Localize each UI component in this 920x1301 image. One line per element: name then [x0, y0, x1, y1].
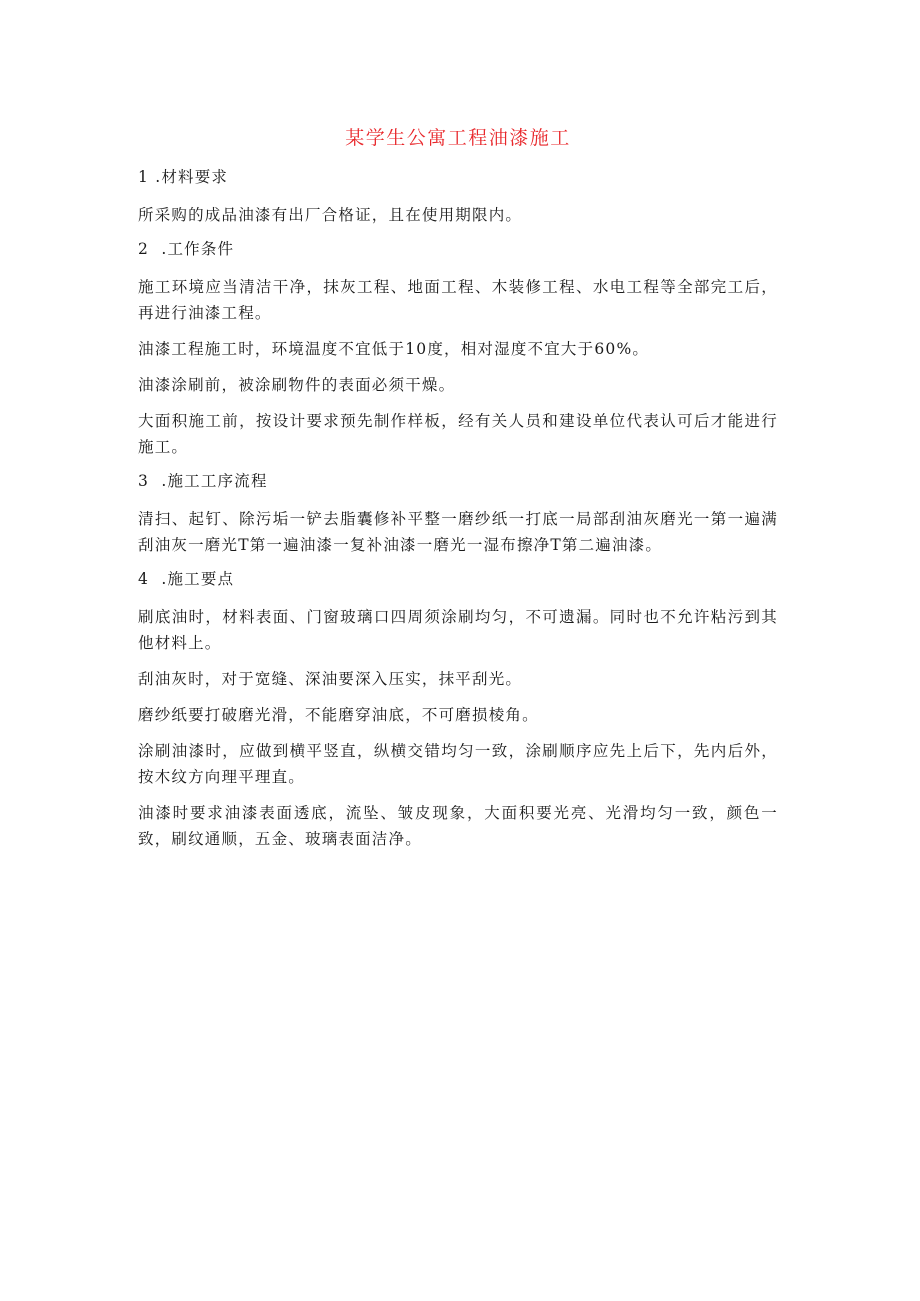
paragraph: 清扫、起钉、除污垢一铲去脂囊修补平整一磨纱纸一打底一局部刮油灰磨光一第一遍满刮油灰一磨光T第一遍油漆一复补油漆一磨光一湿布擦净T第二遍油漆。 — [138, 510, 778, 554]
section-work-conditions — [138, 238, 778, 460]
paragraph: 油漆工程施工时，环境温度不宜低于10度，相对湿度不宜大于60%。 — [138, 340, 650, 358]
paragraph: 油漆涂刷前，被涂刷物件的表面必须干燥。 — [138, 376, 456, 394]
section-heading: 3 .施工工序流程 — [138, 472, 268, 490]
paragraph: 涂刷油漆时，应做到横平竖直，纵横交错均匀一致，涂刷顺序应先上后下，先内后外，按木纹方向理平理直。 — [138, 742, 778, 786]
paragraph: 刷底油时，材料表面、门窗玻璃口四周须涂刷均匀，不可遗漏。同时也不允许粘污到其他材料上。 — [138, 608, 778, 652]
section-heading: 1 .材料要求 — [138, 168, 229, 186]
section-process-flow — [138, 470, 778, 558]
paragraph: 油漆时要求油漆表面透底，流坠、皱皮现象，大面积要光亮、光滑均匀一致，颜色一致，刷纹通顺，五金、玻璃表面洁净。 — [138, 804, 778, 848]
section-heading: 4 .施工要点 — [138, 570, 235, 588]
section-key-points — [138, 568, 778, 852]
paragraph: 施工环境应当清洁干净，抹灰工程、地面工程、木装修工程、水电工程等全部完工后，再进行油漆工程。 — [138, 278, 778, 322]
paragraph: 大面积施工前，按设计要求预先制作样板，经有关人员和建设单位代表认可后才能进行施工。 — [138, 412, 778, 456]
section-materials — [138, 166, 778, 228]
document-title: 某学生公寓工程油漆施工 — [345, 127, 571, 149]
document-body — [138, 124, 778, 862]
paragraph: 刮油灰时，对于宽缝、深油要深入压实，抹平刮光。 — [138, 670, 523, 688]
paragraph: 所采购的成品油漆有出厂合格证，且在使用期限内。 — [138, 206, 523, 224]
paragraph: 磨纱纸要打破磨光滑，不能磨穿油底，不可磨损棱角。 — [138, 706, 539, 724]
section-heading: 2 .工作条件 — [138, 240, 235, 258]
